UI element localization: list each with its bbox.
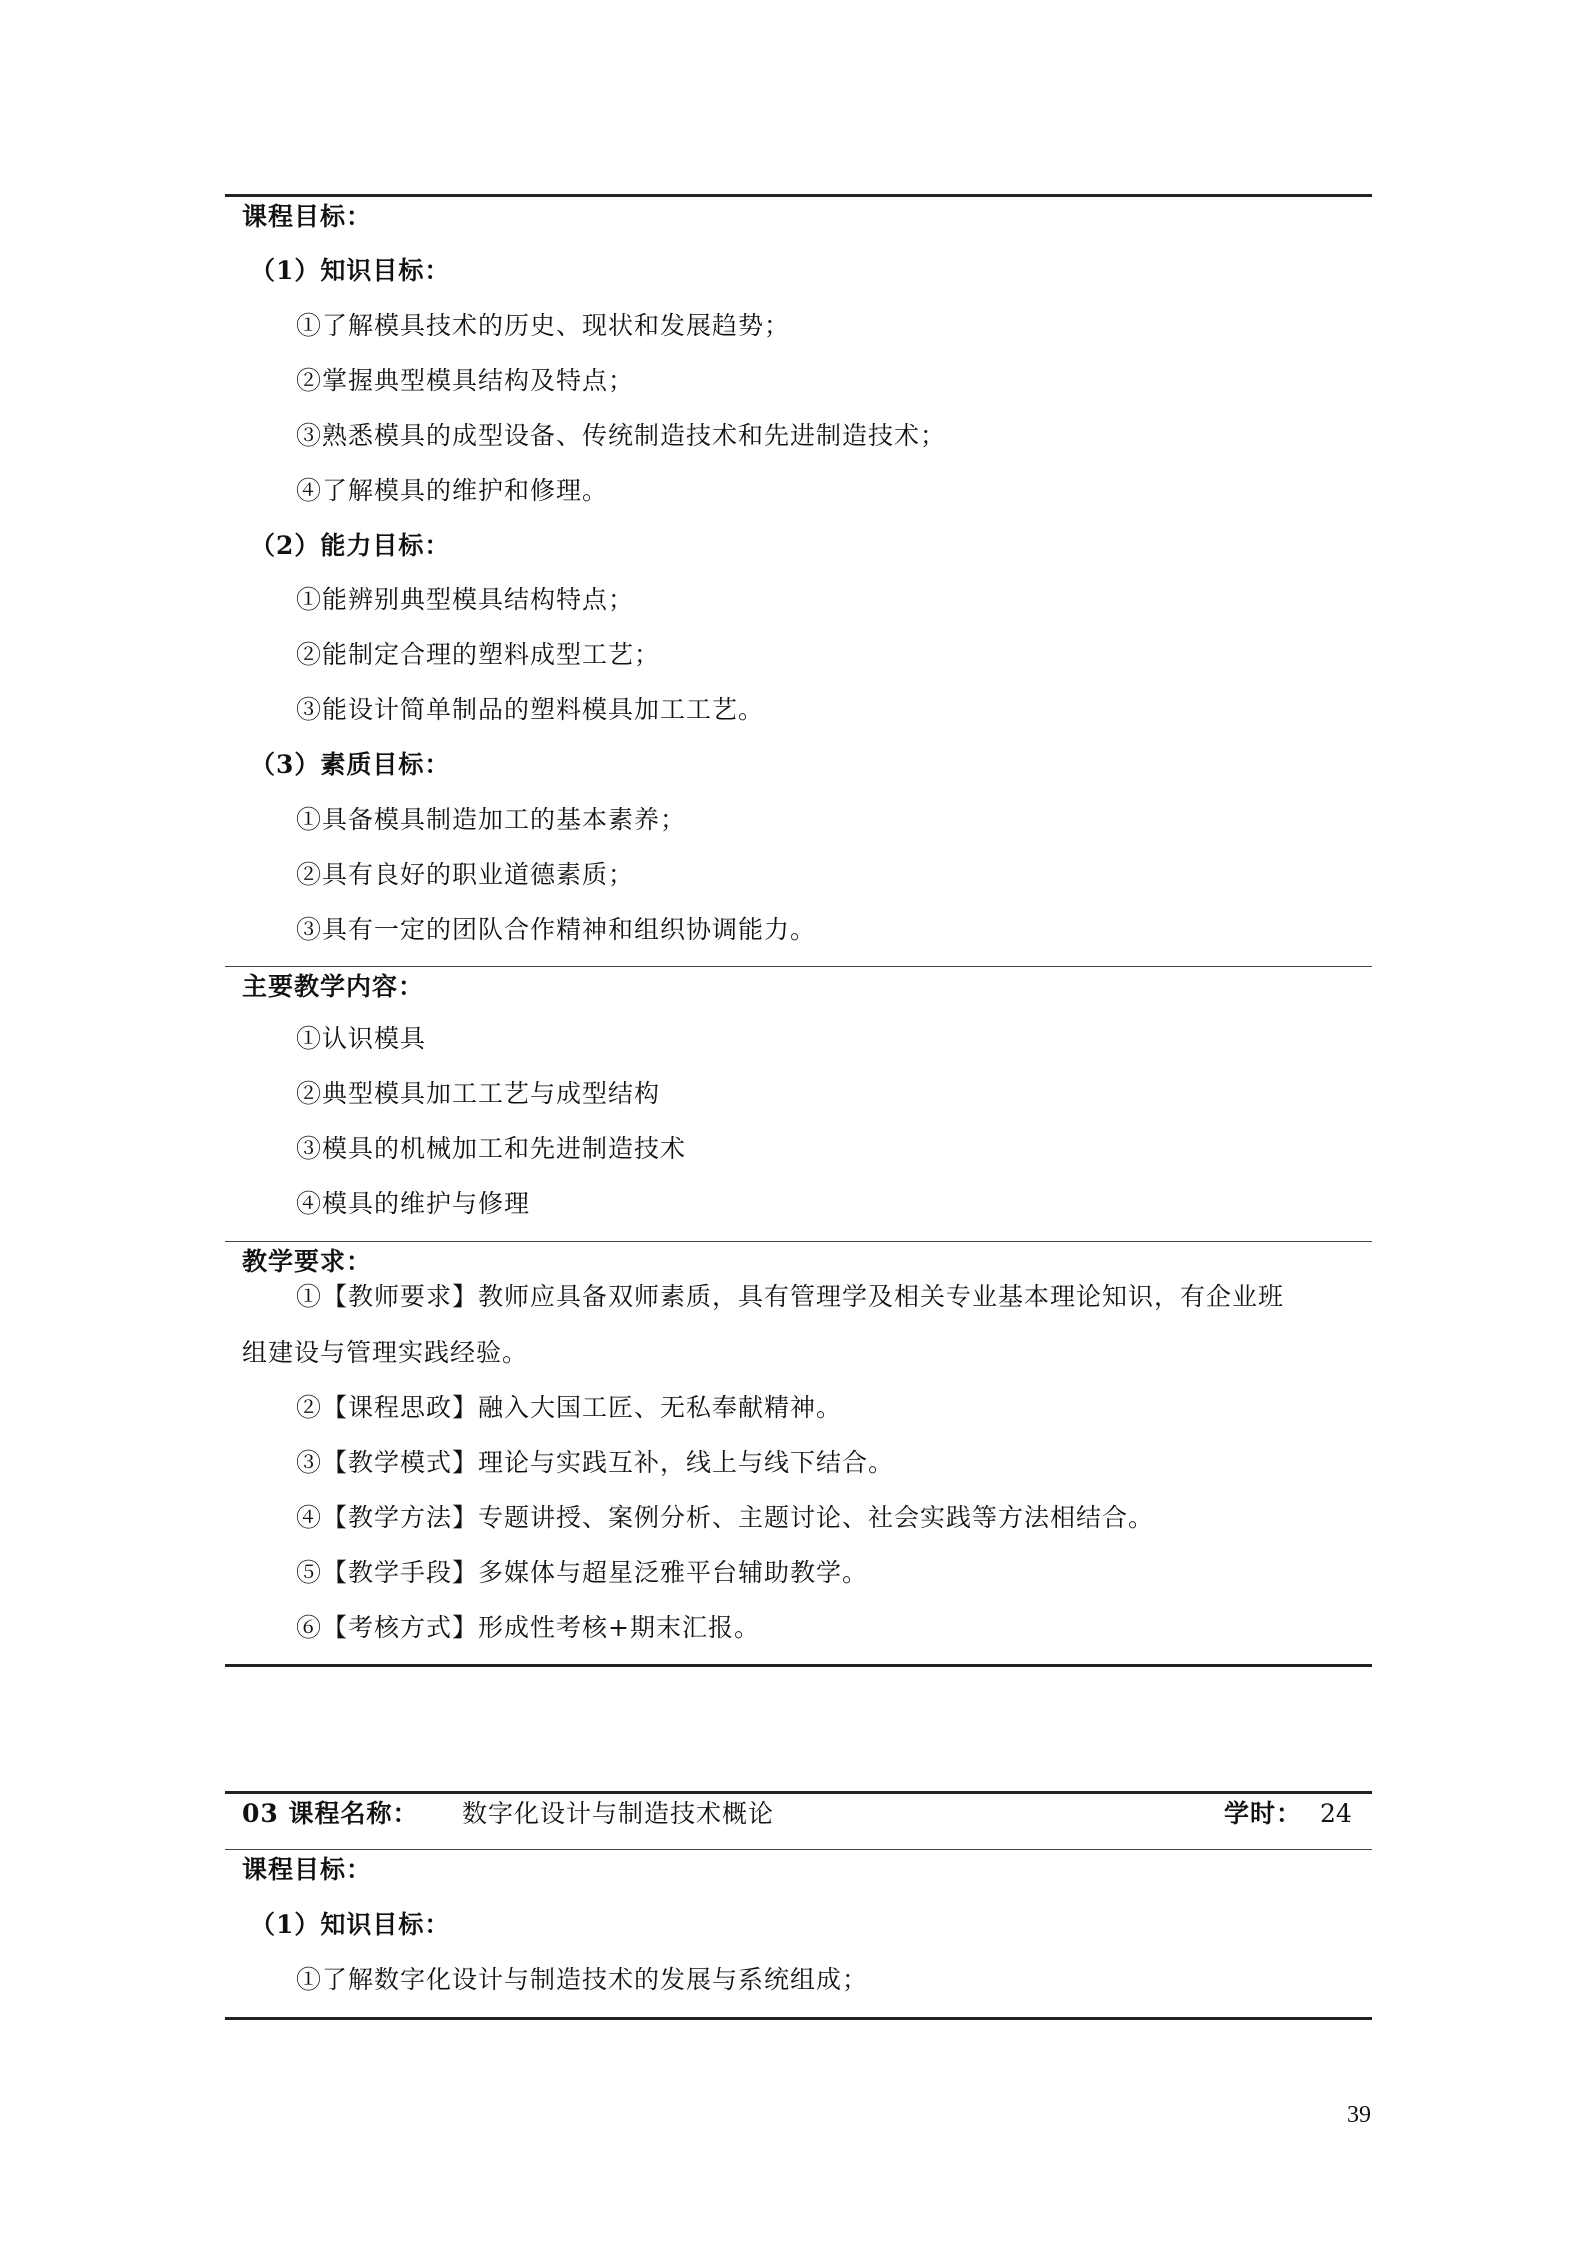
- section-divider: [225, 1241, 1372, 1242]
- table-top-rule: [225, 1791, 1372, 1794]
- course-label: 03 课程名称：: [242, 1799, 419, 1828]
- list-item: ④【教学方法】专题讲授、案例分析、主题讨论、社会实践等方法相结合。: [296, 1503, 1155, 1532]
- list-item: ③熟悉模具的成型设备、传统制造技术和先进制造技术；: [296, 421, 947, 450]
- list-item: ③能设计简单制品的塑料模具加工工艺。: [296, 695, 765, 724]
- list-item: ⑥【考核方式】形成性考核+期末汇报。: [296, 1613, 760, 1642]
- list-item: ①具备模具制造加工的基本素养；: [296, 805, 687, 834]
- content-heading: 主要教学内容：: [242, 972, 425, 1001]
- list-item: ②具有良好的职业道德素质；: [296, 860, 635, 889]
- hours-value: 24: [1320, 1799, 1352, 1828]
- list-item: ①认识模具: [296, 1024, 427, 1053]
- table-bottom-rule: [225, 1664, 1372, 1667]
- table-top-rule: [225, 194, 1372, 197]
- list-item: ②掌握典型模具结构及特点；: [296, 366, 635, 395]
- goals-heading: 课程目标：: [242, 202, 373, 231]
- quality-goals-heading: （3）素质目标：: [250, 750, 451, 779]
- list-item: ③具有一定的团队合作精神和组织协调能力。: [296, 915, 817, 944]
- course-name: 数字化设计与制造技术概论: [462, 1799, 775, 1828]
- goals-heading: 课程目标：: [242, 1855, 373, 1884]
- list-item: ③模具的机械加工和先进制造技术: [296, 1134, 687, 1163]
- list-item: ②【课程思政】融入大国工匠、无私奉献精神。: [296, 1393, 843, 1422]
- list-item: ②能制定合理的塑料成型工艺；: [296, 640, 661, 669]
- list-item: ①能辨别典型模具结构特点；: [296, 585, 635, 614]
- list-item: ①【教师要求】教师应具备双师素质，具有管理学及相关专业基本理论知识，有企业班: [296, 1282, 1285, 1311]
- list-item: ②典型模具加工工艺与成型结构: [296, 1079, 661, 1108]
- ability-goals-heading: （2）能力目标：: [250, 531, 451, 560]
- hours-label: 学时：: [1224, 1799, 1303, 1828]
- list-item: ①了解模具技术的历史、现状和发展趋势；: [296, 311, 791, 340]
- list-item: ③【教学模式】理论与实践互补，线上与线下结合。: [296, 1448, 895, 1477]
- list-item: ①了解数字化设计与制造技术的发展与系统组成；: [296, 1965, 869, 1994]
- knowledge-goals-heading: （1）知识目标：: [250, 1910, 451, 1939]
- table-bottom-rule: [225, 2017, 1372, 2020]
- page-number: 39: [1347, 2102, 1371, 2128]
- list-item: ④了解模具的维护和修理。: [296, 476, 609, 505]
- list-item: ④模具的维护与修理: [296, 1189, 531, 1218]
- list-item-continuation: 组建设与管理实践经验。: [242, 1338, 529, 1367]
- list-item: ⑤【教学手段】多媒体与超星泛雅平台辅助教学。: [296, 1558, 869, 1587]
- section-divider: [225, 1849, 1372, 1850]
- section-divider: [225, 966, 1372, 967]
- knowledge-goals-heading: （1）知识目标：: [250, 256, 451, 285]
- requirements-heading: 教学要求：: [242, 1247, 373, 1276]
